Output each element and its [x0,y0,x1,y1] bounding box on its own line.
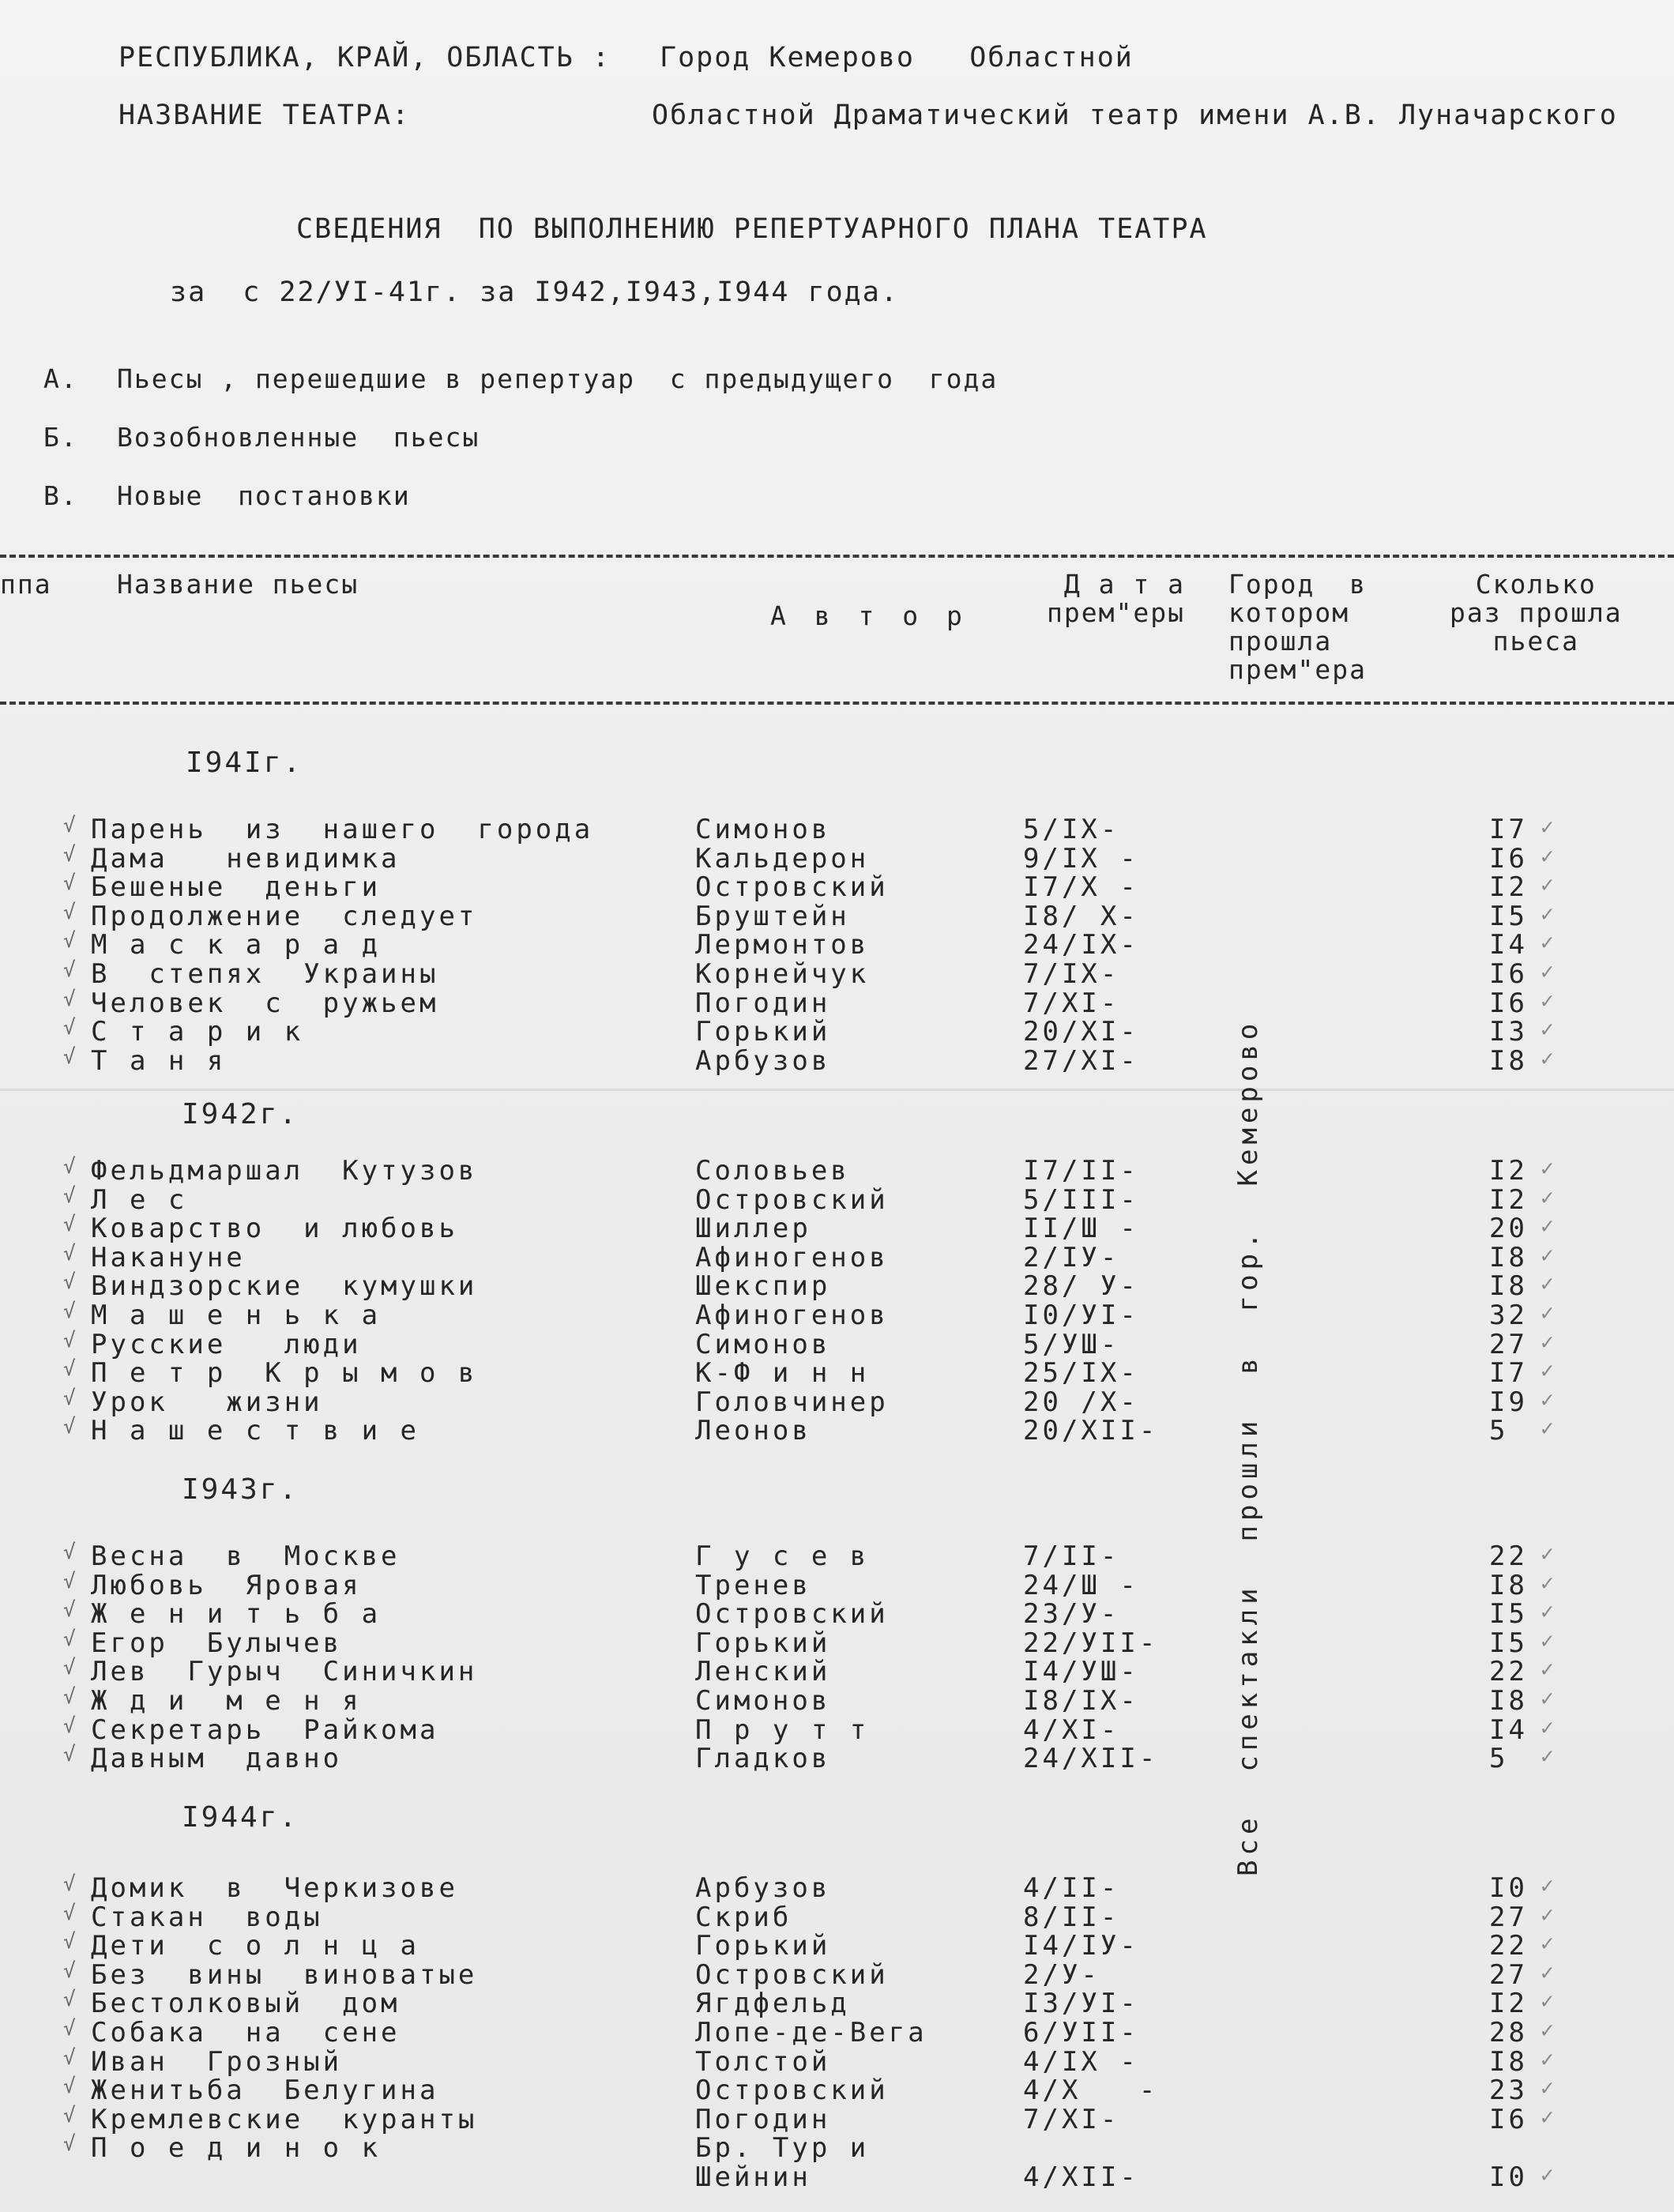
performance-count: 22 [1489,1930,1528,1962]
play-title: М а ш е н ь к а [91,1300,382,1331]
performance-count: I8 [1489,1270,1528,1303]
region-value: Город Кемерово Областной [660,42,1134,73]
category-b-letter: Б. [43,422,78,453]
table-row [0,1685,1674,1717]
premiere-date: 7/XI- [1023,987,1120,1019]
report-period: за с 22/УI-41г. за I942,I943,I944 года. [170,276,899,308]
table-row [0,1357,1674,1390]
performance-count: 20 [1489,1213,1528,1245]
play-title: Давным давно [91,1743,343,1775]
performance-count: I6 [1489,842,1528,875]
table-row [0,929,1674,961]
premiere-date: I4/УШ- [1023,1656,1139,1688]
performance-count: 5 [1489,1743,1509,1775]
play-author: Гладков [695,1743,831,1775]
performance-count: I4 [1489,1714,1528,1746]
check-mark-icon: ✓ [1540,2075,1557,2101]
check-mark-icon: ✓ [1540,1044,1557,1071]
category-a-letter: А. [43,363,78,394]
play-author: Горький [695,1016,831,1048]
table-row [0,2075,1674,2107]
play-author: Бруштейн [695,900,850,932]
year-heading: I94Iг. [186,747,303,779]
check-mark-icon: ✓ [1540,2103,1557,2130]
performance-count: I5 [1489,1627,1528,1659]
tick-mark-icon: √ [63,842,79,867]
premiere-date: 7/IX- [1023,958,1120,990]
check-mark-icon: ✓ [1540,1872,1557,1898]
premiere-date: I8/ X- [1023,900,1139,932]
play-author: Афиногенов [695,1241,889,1273]
tick-mark-icon: √ [63,2103,79,2127]
play-author: Головчинер [695,1386,889,1418]
premiere-date: 24/Ш - [1023,1569,1139,1601]
table-row [0,1872,1674,1904]
tick-mark-icon: √ [63,987,79,1011]
col-header-city: Город в котором прошла прем"ера [1228,569,1367,685]
check-mark-icon: ✓ [1540,1357,1557,1384]
play-title: М а с к а р а д [91,929,382,961]
premiere-date: 4/XII- [1023,2161,1139,2193]
table-row [0,958,1674,990]
performance-count: I5 [1489,900,1528,932]
performance-count: 32 [1489,1300,1528,1331]
premiere-date: 5/III- [1023,1183,1139,1216]
tick-mark-icon: √ [63,1415,79,1439]
play-title: Накануне [91,1241,246,1273]
play-author: Арбузов [695,1872,831,1904]
premiere-date: 20/XII- [1023,1415,1159,1447]
tick-mark-icon: √ [63,1901,79,1925]
check-mark-icon: ✓ [1540,1627,1557,1653]
performance-count: 5 [1489,1415,1509,1447]
tick-mark-icon: √ [63,1743,79,1767]
table-row [0,1183,1674,1216]
premiere-date: 23/У- [1023,1598,1120,1631]
table-row [0,1415,1674,1447]
tick-mark-icon: √ [63,1714,79,1738]
check-mark-icon: ✓ [1540,1540,1557,1567]
play-title: Егор Булычев [91,1627,343,1659]
premiere-date: 20 /Х- [1023,1386,1139,1418]
play-title: Фельдмаршал Кутузов [91,1155,478,1187]
table-row [0,1958,1674,1991]
play-title: П е т р К р ы м о в [91,1357,478,1390]
performance-count: I8 [1489,1685,1528,1717]
play-title: Виндзорские кумушки [91,1270,478,1303]
table-row [0,1540,1674,1572]
play-author: Островский [695,1183,889,1216]
play-author: Лермонтов [695,929,870,961]
check-mark-icon: ✓ [1540,871,1557,898]
tick-mark-icon: √ [63,2045,79,2070]
premiere-date: I3/УI- [1023,1988,1139,2020]
performance-count: I4 [1489,929,1528,961]
play-author: Шекспир [695,1270,831,1303]
play-author: П р у т т [695,1714,870,1746]
play-title: Без вины виноватые [91,1958,478,1991]
check-mark-icon: ✓ [1540,958,1557,984]
performance-count: 22 [1489,1656,1528,1688]
performance-count: I3 [1489,1016,1528,1048]
table-row [0,1300,1674,1331]
play-title: Продолжение следует [91,900,478,932]
check-mark-icon: ✓ [1540,842,1557,869]
play-title: Собака на сене [91,2017,401,2048]
play-author: Толстой [695,2045,831,2078]
play-title: Т а н я [91,1044,227,1077]
check-mark-icon: ✓ [1540,1241,1557,1268]
check-mark-icon: ✓ [1540,1270,1557,1297]
premiere-date: 20/XI- [1023,1016,1139,1048]
premiere-date: II/Ш - [1023,1213,1139,1245]
check-mark-icon: ✓ [1540,1155,1557,1181]
performance-count: I7 [1489,814,1528,845]
year-heading: I944г. [182,1801,299,1834]
premiere-date: 5/IX- [1023,814,1120,845]
premiere-date: 24/IX- [1023,929,1139,961]
premiere-date: I4/IУ- [1023,1930,1139,1962]
premiere-date: 4/IX - [1023,2045,1139,2078]
performance-count: 27 [1489,1901,1528,1933]
play-title: В степях Украины [91,958,439,990]
play-title: Ж д и м е н я [91,1685,362,1717]
table-row [0,871,1674,904]
performance-count: 27 [1489,1328,1528,1360]
play-author: Симонов [695,814,831,845]
play-author: Островский [695,2075,889,2107]
tick-mark-icon: √ [63,1627,79,1651]
play-title: Ж е н и т ь б а [91,1598,382,1631]
check-mark-icon: ✓ [1540,1300,1557,1326]
category-a-text: Пьесы , перешедшие в репертуар с предыдущего года [117,363,999,394]
premiere-date: 2/У- [1023,1958,1100,1991]
play-author: Лопе-де-Вега [695,2017,927,2048]
col-header-author: А в т о р [770,600,969,631]
table-row [0,900,1674,932]
performance-count: I2 [1489,1988,1528,2020]
performance-count: 27 [1489,1958,1528,1991]
play-title: Парень из нашего города [91,814,594,845]
table-row [0,2103,1674,2135]
play-author: Шиллер [695,1213,811,1245]
check-mark-icon: ✓ [1540,1958,1557,1985]
premiere-date: 9/IX - [1023,842,1139,875]
tick-mark-icon: √ [63,1270,79,1295]
performance-count: I8 [1489,2045,1528,2078]
play-title: Урок жизни [91,1386,323,1418]
performance-count: I5 [1489,1598,1528,1631]
check-mark-icon: ✓ [1540,1016,1557,1043]
play-title: Кремлевские куранты [91,2103,478,2135]
play-author: Г у с е в [695,1540,870,1572]
performance-count: 22 [1489,1540,1528,1572]
play-author: Островский [695,1598,889,1631]
play-title: Бешеные деньги [91,871,382,904]
table-row [0,1901,1674,1933]
play-title: Дети с о л н ц а [91,1930,419,1962]
play-author: Погодин [695,987,831,1019]
performance-count: 28 [1489,2017,1528,2048]
premiere-date: 27/XI- [1023,1044,1139,1077]
play-title: Н а ш е с т в и е [91,1415,419,1447]
play-author: Горький [695,1627,831,1659]
tick-mark-icon: √ [63,1386,79,1410]
play-title: П о е д и н о к [91,2132,382,2165]
table-row [0,814,1674,845]
check-mark-icon: ✓ [1540,900,1557,927]
check-mark-icon: ✓ [1540,1743,1557,1770]
theatre-value: Областной Драматический театр имени А.В. Луначарского [652,100,1618,131]
tick-mark-icon: √ [63,1988,79,2012]
performance-count: I0 [1489,2161,1528,2193]
tick-mark-icon: √ [63,1656,79,1680]
play-author: Соловьев [695,1155,850,1187]
tick-mark-icon: √ [63,1155,79,1179]
check-mark-icon: ✓ [1540,1598,1557,1625]
premiere-date: 7/XI- [1023,2103,1120,2135]
play-title: Дама невидимка [91,842,401,875]
col-header-date: Д а т а прем"еры [1047,569,1185,628]
tick-mark-icon: √ [63,814,79,837]
table-top-rule [0,555,1674,558]
play-author: Островский [695,1958,889,1991]
table-row [0,2045,1674,2078]
tick-mark-icon: √ [63,2075,79,2099]
check-mark-icon: ✓ [1540,1685,1557,1711]
tick-mark-icon: √ [63,900,79,924]
table-row [0,1930,1674,1962]
table-row [0,1656,1674,1688]
category-b-text: Возобновленные пьесы [117,422,480,453]
performance-count: I7 [1489,1357,1528,1390]
premiere-date: 8/II- [1023,1901,1120,1933]
table-row [0,1016,1674,1048]
table-row [0,1328,1674,1360]
table-row [0,1270,1674,1303]
check-mark-icon: ✓ [1540,929,1557,956]
check-mark-icon: ✓ [1540,1183,1557,1210]
table-row [0,987,1674,1019]
performance-count: I8 [1489,1044,1528,1077]
premiere-date: I0/УI- [1023,1300,1139,1331]
play-author: Шейнин [695,2161,811,2193]
col-header-num: ппа [0,569,52,600]
play-title: Весна в Москве [91,1540,401,1572]
play-title: С т а р и к [91,1016,304,1048]
play-title: Л е с [91,1183,188,1216]
table-row [0,1155,1674,1187]
performance-count: I9 [1489,1386,1528,1418]
performance-count: I8 [1489,1241,1528,1273]
play-author: Тренев [695,1569,811,1601]
table-row [0,1386,1674,1418]
play-author: К-Ф и н н [695,1357,870,1390]
performance-count: I6 [1489,958,1528,990]
region-label: РЕСПУБЛИКА, КРАЙ, ОБЛАСТЬ : [118,42,611,73]
tick-mark-icon: √ [63,1044,79,1069]
premiere-date: 7/II- [1023,1540,1120,1572]
check-mark-icon: ✓ [1540,1988,1557,2014]
table-row [0,1714,1674,1746]
category-c-letter: В. [43,480,78,511]
report-title: СВЕДЕНИЯ ПО ВЫПОЛНЕНИЮ РЕПЕРТУАРНОГО ПЛАНА ТЕАТРА [296,213,1208,245]
play-title: Русские люди [91,1328,362,1360]
tick-mark-icon: √ [63,958,79,982]
tick-mark-icon: √ [63,1685,79,1709]
tick-mark-icon: √ [63,1540,79,1564]
check-mark-icon: ✓ [1540,1901,1557,1928]
play-title: Иван Грозный [91,2045,343,2078]
check-mark-icon: ✓ [1540,2045,1557,2072]
check-mark-icon: ✓ [1540,1328,1557,1355]
check-mark-icon: ✓ [1540,1656,1557,1683]
tick-mark-icon: √ [63,1328,79,1352]
category-c-text: Новые постановки [117,480,411,511]
tick-mark-icon: √ [63,1958,79,1983]
tick-mark-icon: √ [63,1183,79,1208]
check-mark-icon: ✓ [1540,1569,1557,1596]
check-mark-icon: ✓ [1540,2161,1557,2188]
check-mark-icon: ✓ [1540,1213,1557,1240]
tick-mark-icon: √ [63,2132,79,2157]
tick-mark-icon: √ [63,1598,79,1623]
tick-mark-icon: √ [63,2017,79,2041]
play-title: Лев Гурыч Синичкин [91,1656,478,1688]
table-row [0,1743,1674,1775]
performance-count: I8 [1489,1569,1528,1601]
col-header-title: Название пьесы [117,569,359,600]
play-author: Островский [695,871,889,904]
premiere-date: 5/УШ- [1023,1328,1120,1360]
play-author: Симонов [695,1328,831,1360]
play-title: Любовь Яровая [91,1569,362,1601]
tick-mark-icon: √ [63,1872,79,1896]
tick-mark-icon: √ [63,1016,79,1040]
check-mark-icon: ✓ [1540,987,1557,1014]
check-mark-icon: ✓ [1540,1386,1557,1413]
premiere-date: 2/IУ- [1023,1241,1120,1273]
check-mark-icon: ✓ [1540,1930,1557,1957]
play-author: Арбузов [695,1044,831,1077]
play-author: Симонов [695,1685,831,1717]
year-heading: I943г. [182,1473,299,1506]
tick-mark-icon: √ [63,1300,79,1323]
performance-count: I0 [1489,1872,1528,1904]
premiere-date: 24/XII- [1023,1743,1159,1775]
performance-count: I2 [1489,1183,1528,1216]
play-author: Кальдерон [695,842,870,875]
table-row [0,2161,1674,2193]
premiere-date: 22/УII- [1023,1627,1159,1659]
table-row [0,2132,1674,2165]
table-row [0,1213,1674,1245]
table-header-rule [0,702,1674,705]
play-author: Корнейчук [695,958,870,990]
play-title: Секретарь Райкома [91,1714,439,1746]
check-mark-icon: ✓ [1540,2017,1557,2043]
play-author: Погодин [695,2103,831,2135]
play-author: Бр. Тур и [695,2132,870,2165]
tick-mark-icon: √ [63,1213,79,1237]
premiere-date: I7/II- [1023,1155,1139,1187]
table-row [0,2017,1674,2048]
table-row [0,1598,1674,1631]
table-row [0,1569,1674,1601]
tick-mark-icon: √ [63,1241,79,1266]
check-mark-icon: ✓ [1540,1415,1557,1442]
premiere-date: 28/ У- [1023,1270,1139,1303]
premiere-date: 4/II- [1023,1872,1120,1904]
play-author: Скриб [695,1901,792,1933]
play-title: Стакан воды [91,1901,323,1933]
tick-mark-icon: √ [63,1930,79,1954]
paper-fold [0,1089,1674,1091]
play-author: Афиногенов [695,1300,889,1331]
theatre-label: НАЗВАНИЕ ТЕАТРА: [118,100,411,131]
table-row [0,1988,1674,2020]
performance-count: I6 [1489,987,1528,1019]
performance-count: I6 [1489,2103,1528,2135]
col-header-count: Сколько раз прошла пьеса [1450,569,1623,656]
check-mark-icon: ✓ [1540,1714,1557,1740]
premiere-date: 4/XI- [1023,1714,1120,1746]
premiere-date: 4/X - [1023,2075,1159,2107]
year-heading: I942г. [182,1098,299,1130]
play-title: Женитьба Белугина [91,2075,439,2107]
performance-count: I2 [1489,871,1528,904]
premiere-date: I8/IX- [1023,1685,1139,1717]
table-row [0,1044,1674,1077]
city-vertical-note: Все спектакли прошли в гор. Кемерово [1232,1018,1264,1876]
premiere-date: I7/X - [1023,871,1139,904]
table-row [0,1241,1674,1273]
premiere-date: 25/IX- [1023,1357,1139,1390]
check-mark-icon: ✓ [1540,814,1557,840]
tick-mark-icon: √ [63,871,79,896]
play-title: Коварство и любовь [91,1213,458,1245]
play-author: Ленский [695,1656,831,1688]
table-row [0,842,1674,875]
play-title: Человек с ружьем [91,987,439,1019]
play-title: Бестолковый дом [91,1988,401,2020]
tick-mark-icon: √ [63,1357,79,1382]
play-author: Горький [695,1930,831,1962]
performance-count: I2 [1489,1155,1528,1187]
performance-count: 23 [1489,2075,1528,2107]
play-author: Ягдфельд [695,1988,850,2020]
play-title: Домик в Черкизове [91,1872,458,1904]
table-row [0,1627,1674,1659]
play-author: Леонов [695,1415,811,1447]
tick-mark-icon: √ [63,1569,79,1593]
premiere-date: 6/УII- [1023,2017,1139,2048]
tick-mark-icon: √ [63,929,79,954]
